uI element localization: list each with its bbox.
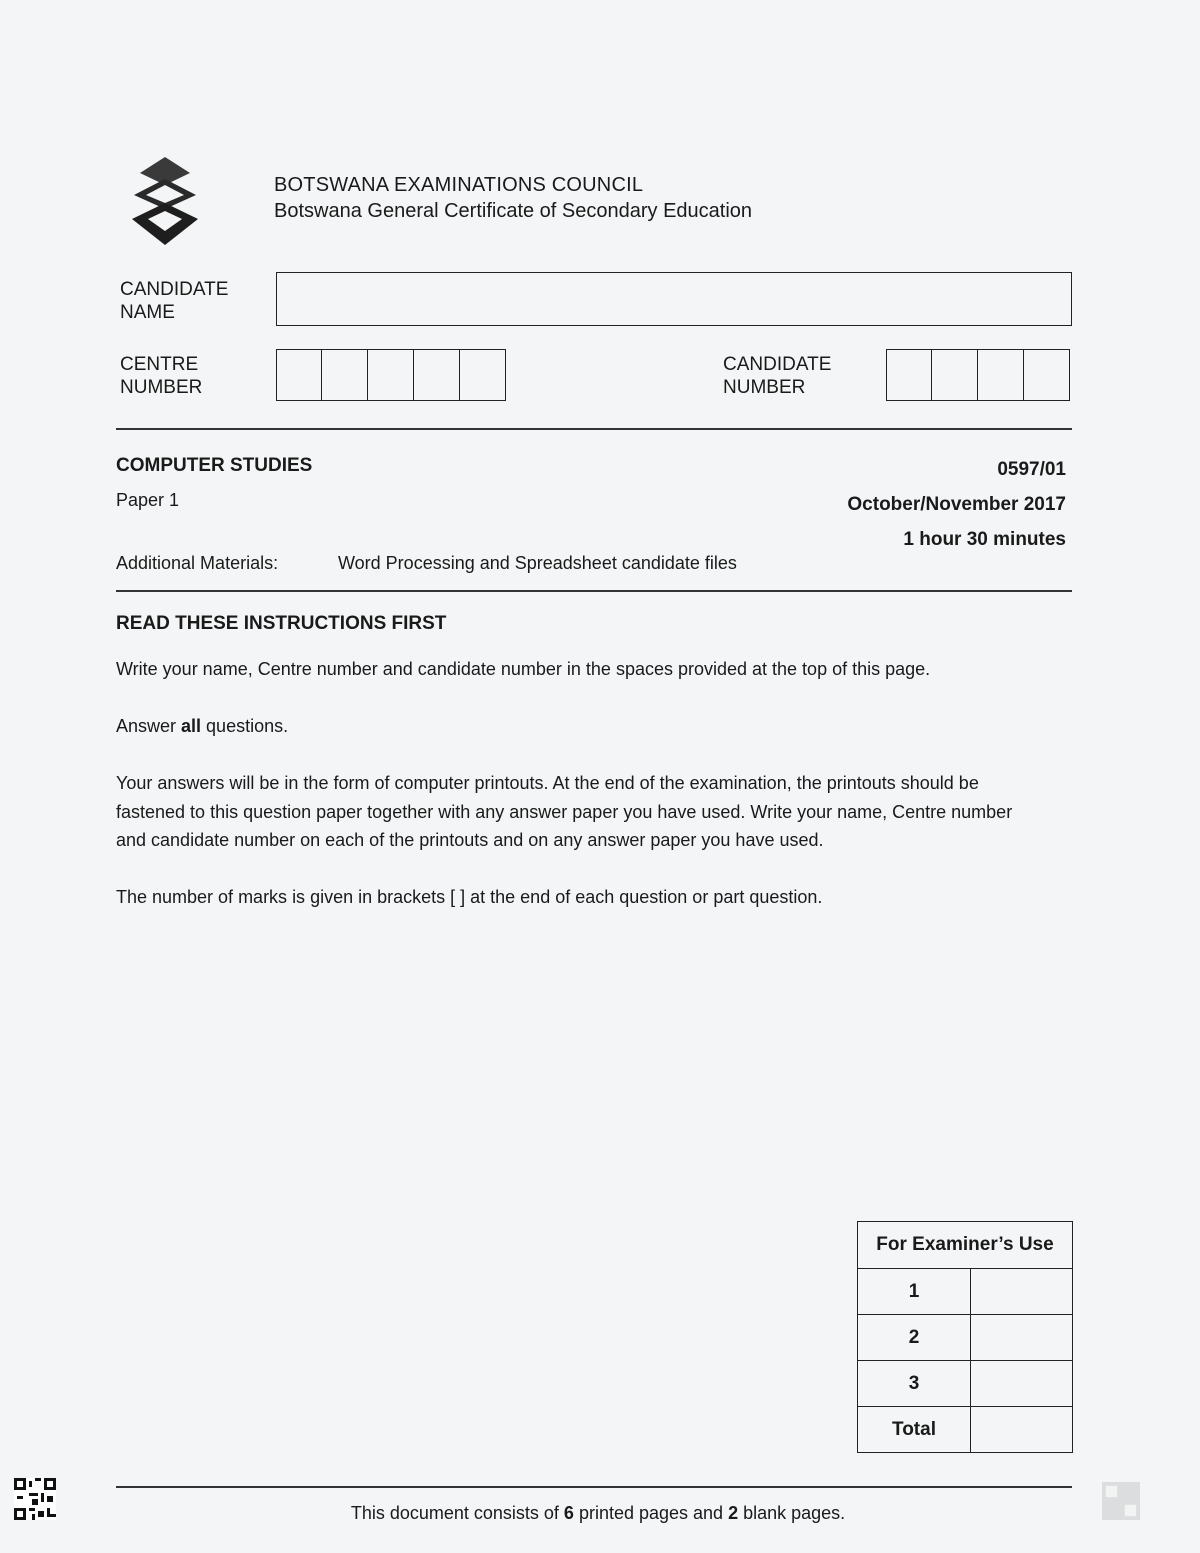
divider: [116, 590, 1072, 592]
faint-barcode-icon: [1102, 1482, 1140, 1520]
candidate-number-label: CANDIDATE NUMBER: [723, 354, 832, 398]
exam-duration: 1 hour 30 minutes: [903, 529, 1066, 550]
candidate-name-field[interactable]: [276, 272, 1072, 326]
question-number: 3: [858, 1361, 971, 1407]
table-row: [858, 1315, 1073, 1361]
bec-logo: [130, 155, 200, 247]
page-count-note: This document consists of 6 printed pages and 2 blank pages.: [350, 1503, 846, 1523]
qr-code-icon: [14, 1478, 56, 1520]
materials-label: Additional Materials:: [116, 553, 279, 573]
centre-number-field[interactable]: [276, 349, 506, 401]
centre-number-cell[interactable]: [460, 349, 506, 401]
instruction-para-1: Write your name, Centre number and candidate number in the spaces provided at the top of this page.: [116, 659, 931, 679]
table-row: [858, 1361, 1073, 1407]
candidate-number-cell[interactable]: [932, 349, 978, 401]
centre-number-cell[interactable]: [276, 349, 322, 401]
instruction-para-3: Your answers will be in the form of computer printouts. At the end of the examination, the printouts should be fastened to this question paper together with any answer paper you have used. Write your name, Centre number and candidate number on each of the printouts and on any answer paper you have used.: [116, 773, 1013, 850]
examiner-use-table: [857, 1221, 1073, 1453]
examiner-table-heading: For Examiner’s Use: [858, 1222, 1073, 1269]
exam-session: October/November 2017: [847, 494, 1066, 515]
mark-cell[interactable]: [971, 1361, 1073, 1407]
certificate-title: Botswana General Certificate of Secondary Education: [274, 200, 753, 222]
table-row: [858, 1269, 1073, 1315]
candidate-number-field[interactable]: [886, 349, 1070, 401]
mark-cell[interactable]: [971, 1269, 1073, 1315]
instruction-para-4: The number of marks is given in brackets [ ] at the end of each question or part question.: [116, 887, 823, 907]
materials-value: Word Processing and Spreadsheet candidate files: [338, 553, 737, 573]
divider: [116, 1486, 1072, 1488]
mark-cell[interactable]: [971, 1407, 1073, 1453]
centre-number-cell[interactable]: [414, 349, 460, 401]
candidate-number-cell[interactable]: [978, 349, 1024, 401]
question-number: 2: [858, 1315, 971, 1361]
candidate-number-cell[interactable]: [1024, 349, 1070, 401]
paper-number: Paper 1: [116, 490, 180, 510]
instruction-para-2: Answer all questions.: [116, 716, 289, 736]
divider: [116, 428, 1072, 430]
centre-number-label: CENTRE NUMBER: [120, 354, 203, 398]
subject-title: COMPUTER STUDIES: [116, 455, 313, 476]
centre-number-cell[interactable]: [322, 349, 368, 401]
mark-cell[interactable]: [971, 1315, 1073, 1361]
question-number: 1: [858, 1269, 971, 1315]
org-title: BOTSWANA EXAMINATIONS COUNCIL: [274, 174, 644, 196]
candidate-name-label: CANDIDATE NAME: [120, 279, 229, 323]
centre-number-cell[interactable]: [368, 349, 414, 401]
instructions-heading: READ THESE INSTRUCTIONS FIRST: [116, 613, 447, 634]
total-label: Total: [858, 1407, 971, 1453]
table-row: [858, 1407, 1073, 1453]
paper-code: 0597/01: [997, 459, 1066, 480]
candidate-number-cell[interactable]: [886, 349, 932, 401]
